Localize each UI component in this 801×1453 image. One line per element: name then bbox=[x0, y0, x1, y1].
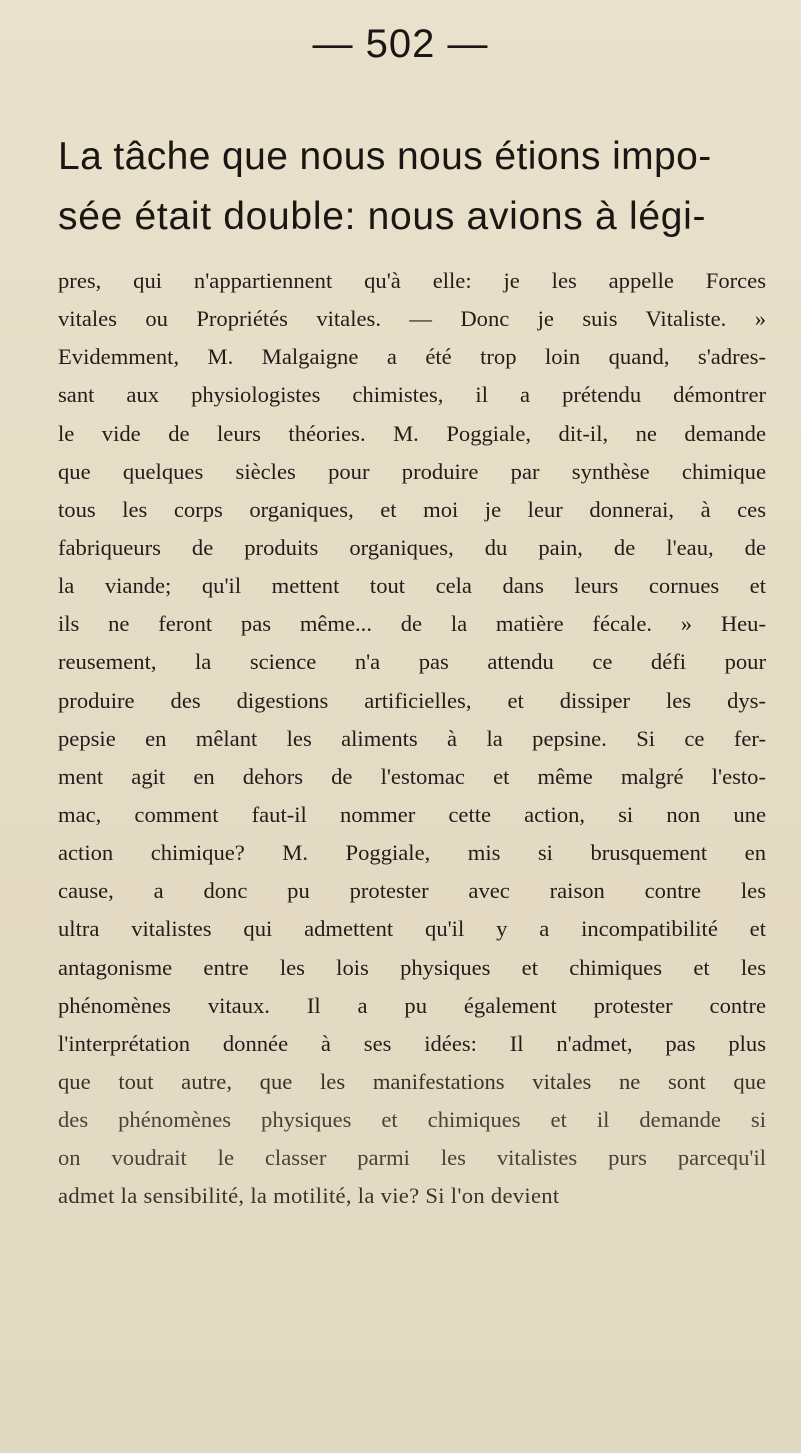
text-line: l'interprétation donnée à ses idées: Il n'admet, pas plus bbox=[58, 1030, 766, 1056]
page-number: — 502 — bbox=[312, 22, 489, 66]
text-line: Evidemment, M. Malgaigne a été trop loin quand, s'adres- bbox=[58, 344, 766, 370]
heading-line: La tâche que nous nous étions impo- bbox=[58, 135, 712, 178]
text-line: produire des digestions artificielles, et dissiper les dys- bbox=[58, 687, 766, 713]
text-line: reusement, la science n'a pas attendu ce défi pour bbox=[58, 649, 766, 675]
text-line: antagonisme entre les lois physiques et chimiques et les bbox=[58, 954, 766, 980]
text-line: que tout autre, que les manifestations vitales ne sont que bbox=[58, 1068, 766, 1094]
text-line: ils ne feront pas même... de la matière fécale. » Heu- bbox=[58, 611, 766, 637]
text-line: le vide de leurs théories. M. Poggiale, dit-il, ne demande bbox=[58, 420, 766, 446]
text-line: cause, a donc pu protester avec raison contre les bbox=[58, 878, 766, 904]
body-paragraph bbox=[58, 262, 766, 1216]
text-line: phénomènes vitaux. Il a pu également protester contre bbox=[58, 992, 766, 1018]
text-line: que quelques siècles pour produire par synthèse chimique bbox=[58, 458, 766, 484]
text-line: la viande; qu'il mettent tout cela dans leurs cornues et bbox=[58, 573, 766, 599]
heading-line: sée était double: nous avions à légi- bbox=[58, 195, 707, 238]
text-line: mac, comment faut-il nommer cette action, si non une bbox=[58, 801, 766, 827]
text-line: pres, qui n'appartiennent qu'à elle: je les appelle Forces bbox=[58, 268, 766, 293]
text-line: on voudrait le classer parmi les vitalistes purs parcequ'il bbox=[58, 1145, 766, 1171]
text-line: tous les corps organiques, et moi je leur donnerai, à ces bbox=[58, 496, 766, 522]
text-line: pepsie en mêlant les aliments à la pepsine. Si ce fer- bbox=[58, 725, 766, 751]
text-line: des phénomènes physiques et chimiques et il demande si bbox=[58, 1107, 766, 1133]
text-line: action chimique? M. Poggiale, mis si brusquement en bbox=[58, 840, 766, 866]
text-line: vitales ou Propriétés vitales. — Donc je suis Vitaliste. » bbox=[58, 306, 766, 332]
text-line: ment agit en dehors de l'estomac et même malgré l'esto- bbox=[58, 763, 766, 789]
text-line: ultra vitalistes qui admettent qu'il y a incompatibilité et bbox=[58, 916, 766, 942]
text-line: admet la sensibilité, la motilité, la vie? Si l'on devient bbox=[58, 1183, 560, 1209]
section-heading bbox=[58, 127, 758, 247]
text-line: sant aux physiologistes chimistes, il a prétendu démontrer bbox=[58, 382, 766, 408]
text-line: fabriqueurs de produits organiques, du pain, de l'eau, de bbox=[58, 534, 766, 560]
